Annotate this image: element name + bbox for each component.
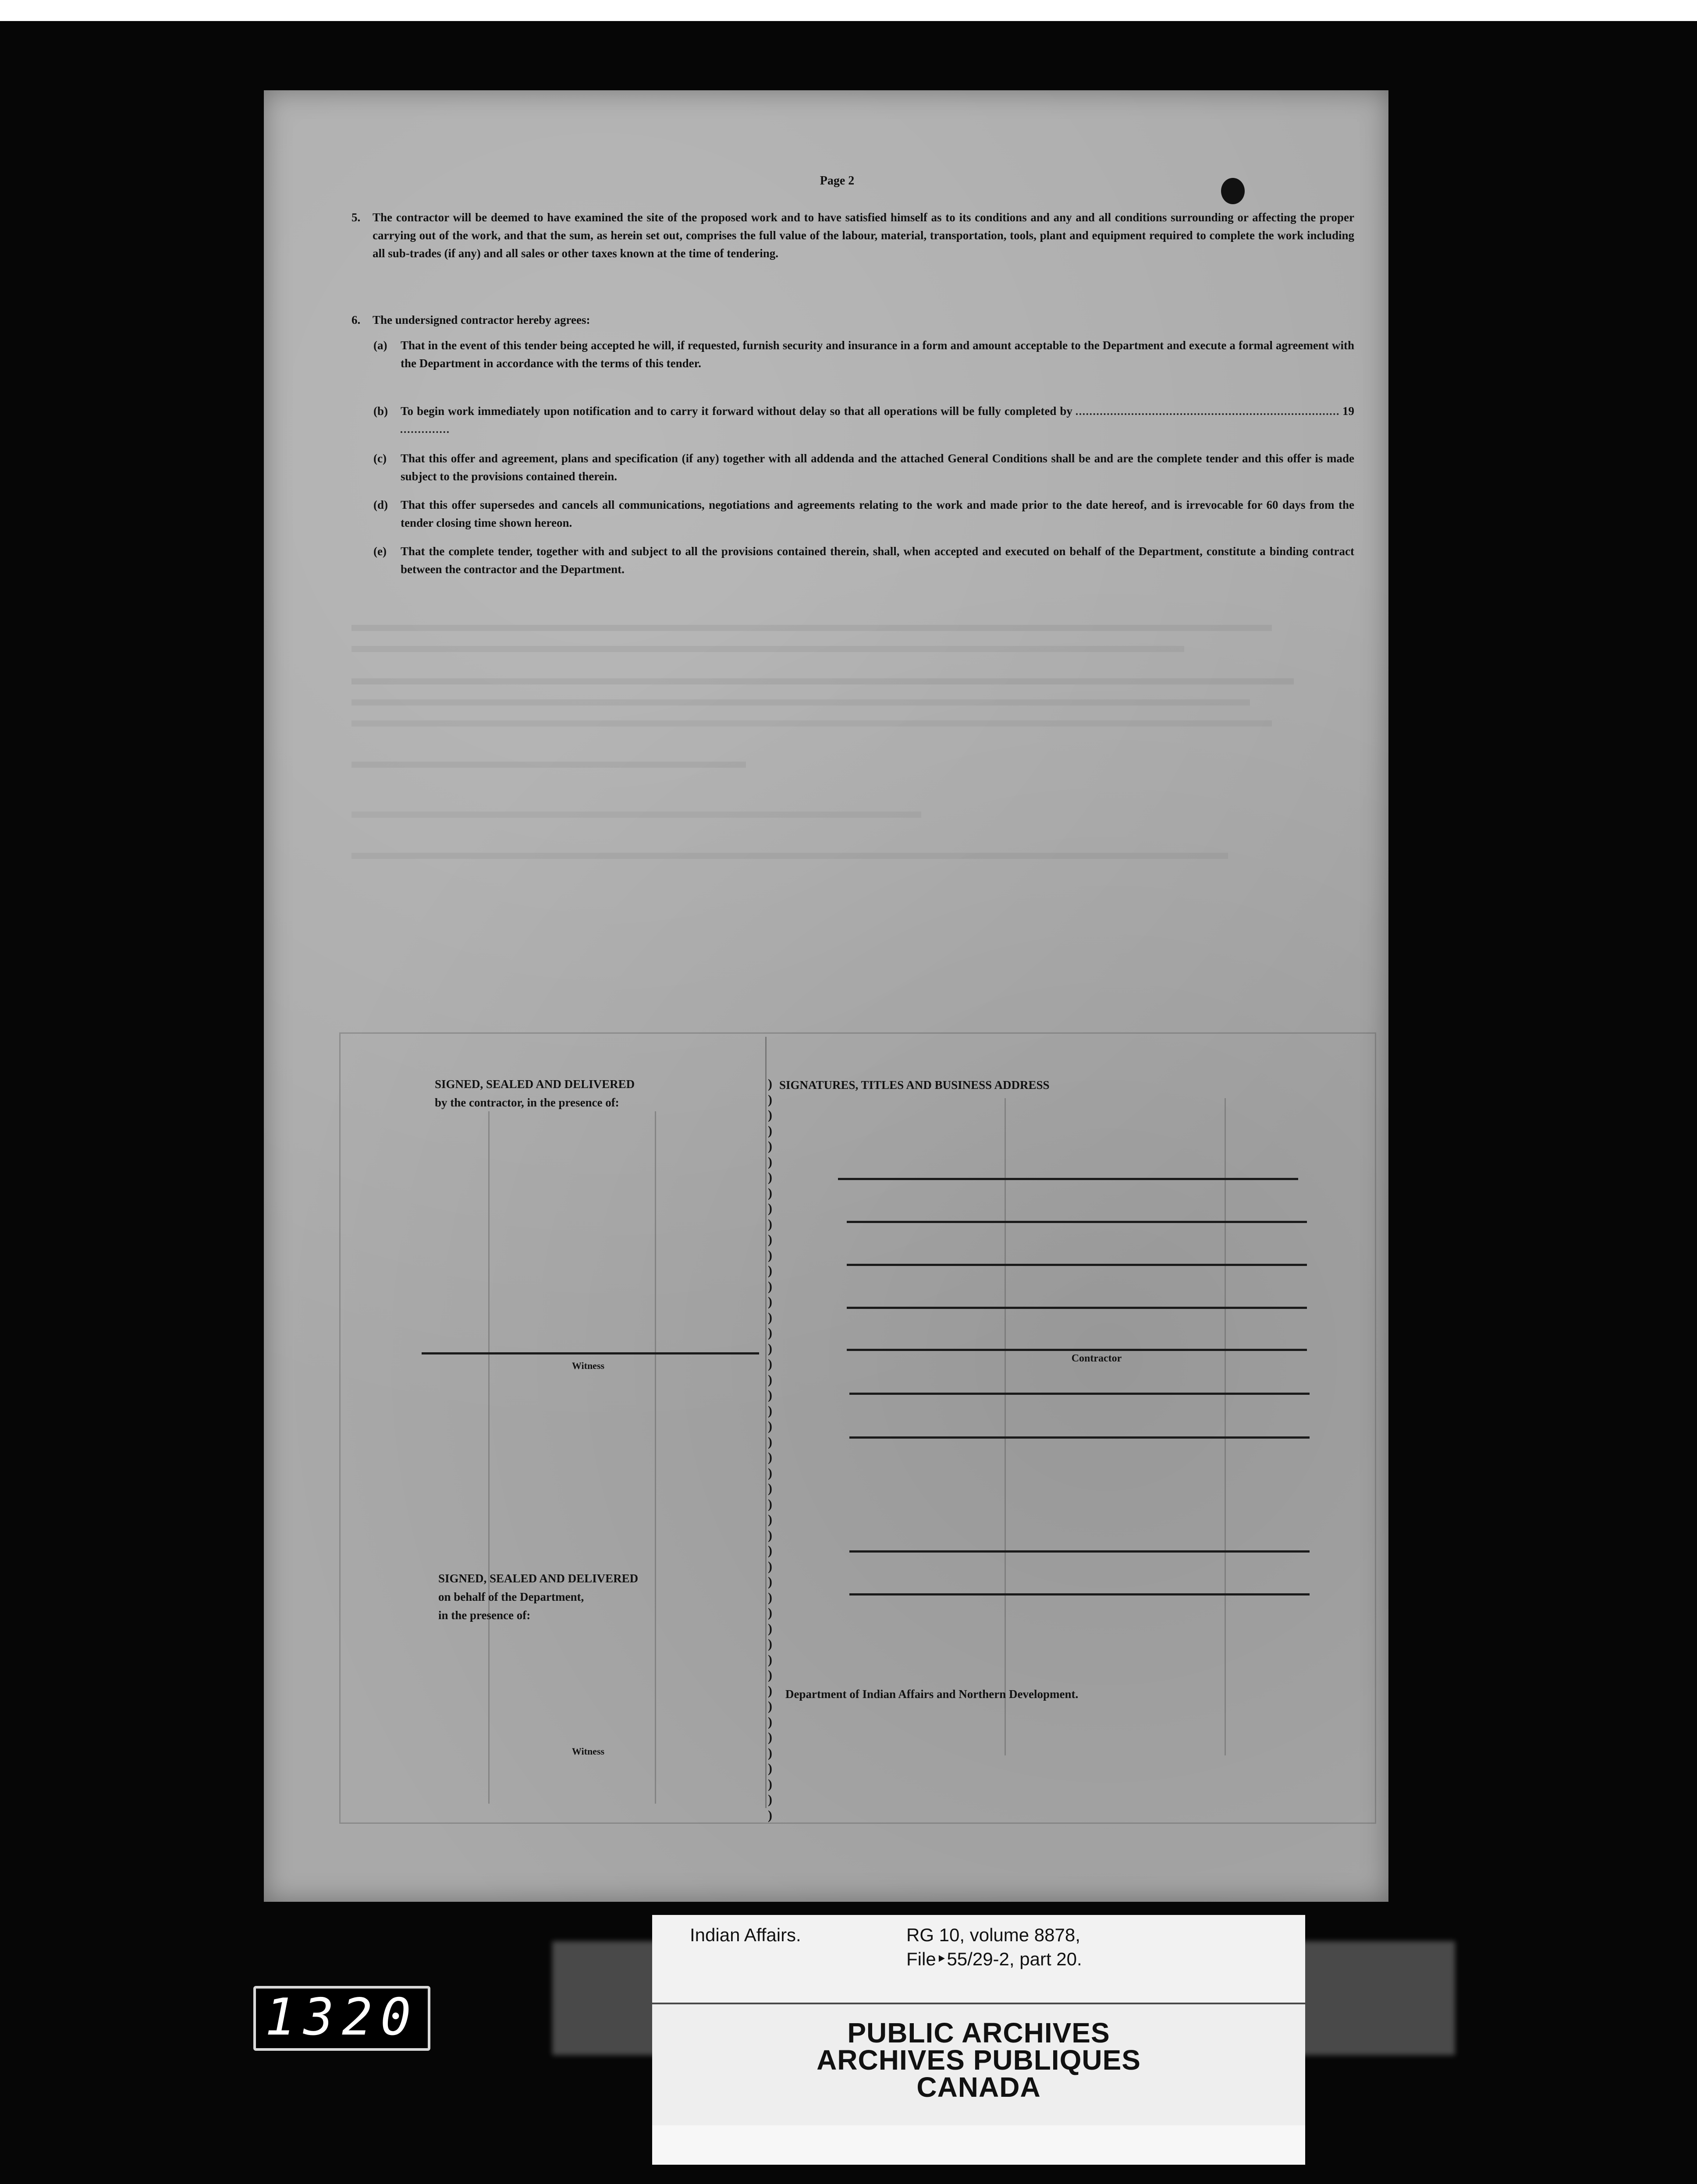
clause-number: 5. [351, 211, 361, 224]
signature-line[interactable] [847, 1264, 1307, 1266]
ink-blot [1221, 178, 1245, 204]
bracket-column: ) ) ) ) ) ) ) ) ) ) ) ) ) ) ) ) ) ) ) ) ) ) ) ) ) ) ) ) ) ) ) ) ) ) ) ) ) ) ) ) ) ) ) ) ) ) ) ) [768, 1077, 772, 1822]
clause-5 [351, 209, 1354, 262]
witness-label: Witness [572, 1360, 605, 1371]
fonds-name: Indian Affairs. [690, 1925, 801, 1945]
page-number: Page 2 [820, 174, 855, 188]
column-guide [1225, 1098, 1226, 1755]
clause-number: 6. [351, 313, 361, 326]
signature-line[interactable] [838, 1178, 1298, 1180]
column-guide [488, 1111, 490, 1804]
reference-line: File‣55/29-2, part 20. [906, 1949, 1082, 1969]
completion-year-field[interactable] [401, 422, 449, 433]
stamp-line: PUBLIC ARCHIVES [847, 2017, 1110, 2049]
witness-signature-line[interactable] [422, 1352, 759, 1354]
department-label: Department of Indian Affairs and Northern Development. [785, 1688, 1079, 1701]
archives-stamp-label [652, 2004, 1305, 2131]
item-label: (d) [373, 498, 388, 511]
stamp-line: ARCHIVES PUBLIQUES [817, 2044, 1141, 2076]
signature-line[interactable] [849, 1593, 1310, 1595]
signature-line[interactable] [847, 1307, 1307, 1309]
film-top-edge [0, 0, 1697, 21]
department-block-title: SIGNED, SEALED AND DELIVERED [438, 1572, 639, 1585]
signature-line[interactable] [849, 1550, 1310, 1553]
reference-line: RG 10, volume 8878, [906, 1925, 1080, 1945]
contractor-block-subtitle: by the contractor, in the presence of: [435, 1096, 619, 1109]
signature-line[interactable] [847, 1221, 1307, 1223]
contractor-block-title: SIGNED, SEALED AND DELIVERED [435, 1078, 635, 1091]
clause-6e [373, 542, 1354, 578]
item-text: That this offer and agreement, plans and specification (if any) together with all addenda and the attached General Conditions shall be and are the complete tender and this offer is made subject to the provisions contained therein. [401, 452, 1354, 483]
archive-reference-label [652, 1915, 1305, 2003]
item-text: That the complete tender, together with and subject to all the provisions contained therein, shall, when accepted and executed on behalf of the Department, constitute a binding contract between the contractor and the Department. [401, 545, 1354, 576]
column-guide [655, 1111, 656, 1804]
item-text: To begin work immediately upon notification and to carry it forward without delay so that all operations will be fully completed by [401, 404, 1072, 418]
stamp-line: CANADA [916, 2071, 1041, 2103]
item-text: That in the event of this tender being accepted he will, if requested, furnish security and insurance in a form and amount acceptable to the Department and execute a formal agreement with the Department in accordance with the terms of this tender. [401, 339, 1354, 370]
item-label: (a) [373, 339, 387, 352]
item-label: (e) [373, 545, 387, 558]
department-block-subtitle: in the presence of: [438, 1609, 531, 1622]
clause-text: The undersigned contractor hereby agrees: [373, 313, 590, 326]
clause-6d [373, 496, 1354, 532]
label-bottom-edge [652, 2125, 1305, 2165]
signature-divider [765, 1037, 767, 1808]
item-label: (b) [373, 404, 388, 418]
clause-6-intro [351, 311, 1354, 329]
clause-6a [373, 337, 1354, 372]
archives-stamp [652, 2019, 1305, 2101]
signatures-heading: SIGNATURES, TITLES AND BUSINESS ADDRESS [779, 1078, 1050, 1092]
clause-6c [373, 450, 1354, 486]
clause-text: The contractor will be deemed to have examined the site of the proposed work and to have satisfied himself as to its conditions and any and all conditions surrounding or affecting the proper carrying out of the work, and that the sum, as herein set out, comprises the full value of the labour, material, transportation, tools, plant and equipment required to complete the work including all sub-trades (if any) and all sales or other taxes known at the time of tendering. [373, 211, 1354, 260]
witness-label: Witness [572, 1746, 605, 1757]
item-text: That this offer supersedes and cancels all communications, negotiations and agreements relating to the work and made prior to the date hereof, and is irrevocable for 60 days from the tender closing time shown hereon. [401, 498, 1354, 529]
scanned-document-page [264, 90, 1388, 1902]
clause-6b [373, 402, 1355, 438]
contractor-label: Contractor [1071, 1353, 1122, 1364]
signature-section [339, 1032, 1376, 1824]
department-block-subtitle: on behalf of the Department, [438, 1590, 584, 1603]
signature-line[interactable] [849, 1393, 1310, 1395]
item-label: (c) [373, 452, 387, 465]
bleed-through-texture [351, 616, 1316, 923]
frame-counter: 1320 [253, 1986, 430, 2051]
year-prefix: 19 [1342, 404, 1355, 418]
signature-line[interactable] [849, 1436, 1310, 1439]
column-guide [1005, 1098, 1006, 1755]
completion-date-field[interactable] [1076, 404, 1339, 415]
